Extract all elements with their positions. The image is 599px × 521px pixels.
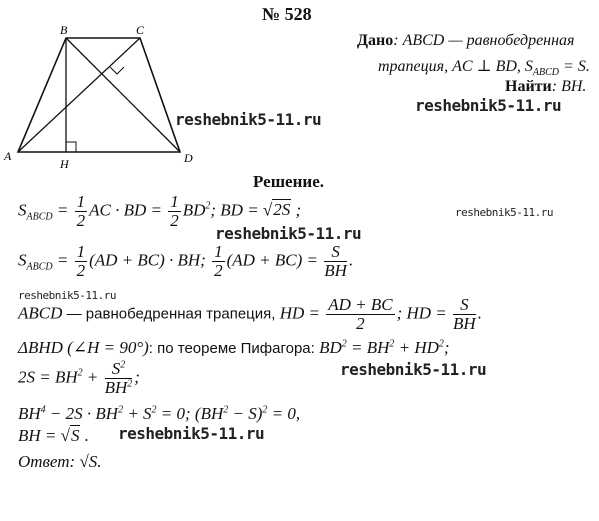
solution-line-7: BH = √S . [18,426,89,445]
watermark: reshebnik5-11.ru [215,224,362,243]
watermark: reshebnik5-11.ru [118,424,265,443]
given-line-2 [378,56,590,78]
given-line-1 [357,32,575,50]
label-b: B [60,23,68,37]
solution-line-6: $BH^4 - 2S \cdot BH^2 + S^2 = 0$; $(BH^2 - S)^2 = 0$, [18,404,301,423]
given-sub: ABCD [532,67,560,79]
label-d: D [184,151,193,165]
answer-line [18,452,102,472]
right-angle-h [66,142,76,152]
label-h: H [60,157,69,171]
solution-line-3: ABCD — равнобедренная трапеция, HD = $\frac{AD + BC}{2}$ ; HD = $\frac{S}{BH}$ . [18,295,482,333]
solution-line-5: $2S = BH^2$ + $\frac{S^2}{BH^2}$ ; [18,359,140,397]
watermark: reshebnik5-11.ru [18,289,116,302]
given-text-1: : ABCD — равнобедренная [393,32,575,49]
watermark: reshebnik5-11.ru [455,206,553,219]
find-label: Найти [505,78,552,95]
solution-line-4: ΔBHD (∠H = 90°): по теореме Пифагора: $BD^2 = BH^2 + HD^2$; [18,338,450,357]
label-a: A [4,149,12,163]
watermark: reshebnik5-11.ru [340,360,487,379]
diagonal-ac [18,38,140,152]
given-label: Дано [357,32,394,49]
find-value: : BH. [551,78,587,95]
watermark: reshebnik5-11.ru [175,110,322,129]
watermark: reshebnik5-11.ru [415,96,562,115]
answer-value: : √S. [69,452,102,471]
given-text-3: = S. [559,58,590,75]
find-line [505,78,586,96]
solution-line-1: $S_{ABCD}$ = $\frac{1}{2}$ AC · BD = $\frac{1}{2}$ $BD^2$; BD = √2S ; [18,192,302,230]
given-text-2: трапеция, AC ⊥ BD, S [378,58,533,75]
solution-line-2: $S_{ABCD}$ = $\frac{1}{2}$ (AD + BC) · BH; $\frac{1}{2}$ (AD + BC) = $\frac{S}{BH}$ . [18,242,354,280]
right-angle-o [110,67,124,74]
diagonal-bd [66,38,180,152]
label-c: C [136,23,145,37]
solution-title: Решение. [253,172,324,191]
answer-label: Ответ [18,452,70,471]
trapezoid-outline [18,38,180,152]
problem-number: № 528 [262,4,312,24]
trapezoid-figure [0,22,210,192]
